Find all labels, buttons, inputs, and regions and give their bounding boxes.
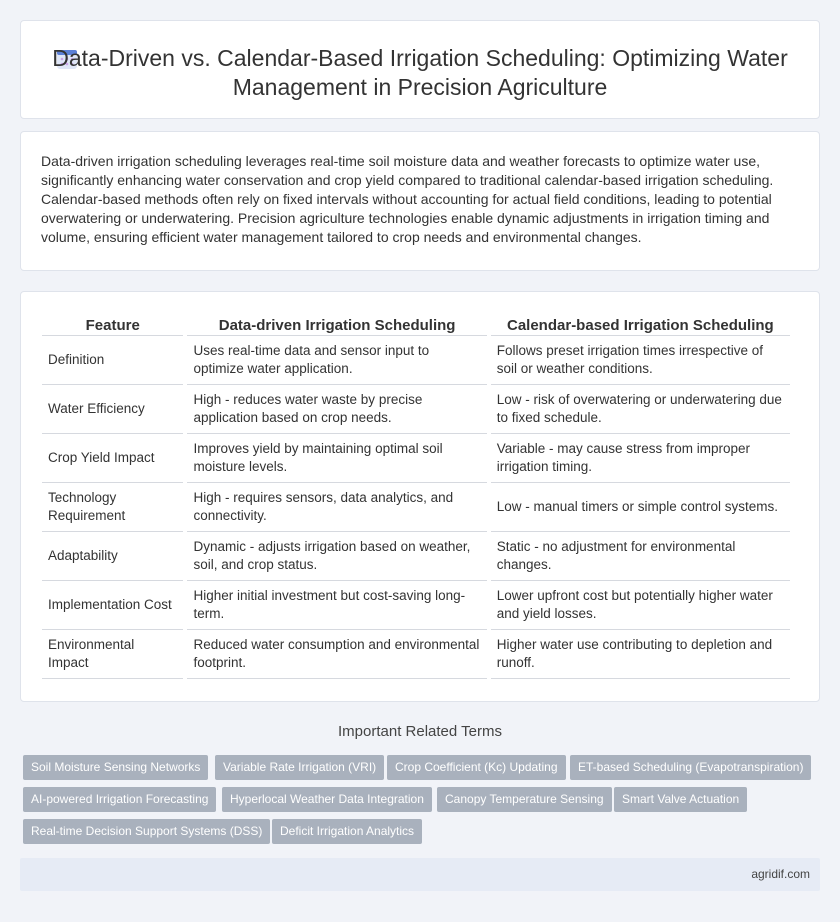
feature-cell: Environmental Impact: [42, 630, 183, 679]
feature-cell: Adaptability: [42, 532, 183, 581]
header-calendar-based: Calendar-based Irrigation Scheduling: [491, 314, 790, 336]
header-data-driven: Data-driven Irrigation Scheduling: [187, 314, 486, 336]
related-term-tag[interactable]: Variable Rate Irrigation (VRI): [215, 755, 384, 780]
related-term-tag[interactable]: ET-based Scheduling (Evapotranspiration): [570, 755, 811, 780]
feature-cell: Technology Requirement: [42, 483, 183, 532]
related-terms-heading: Important Related Terms: [338, 723, 502, 740]
calendar-based-cell: Low - manual timers or simple control systems.: [491, 483, 790, 532]
related-term-tag[interactable]: AI-powered Irrigation Forecasting: [23, 787, 216, 812]
calendar-based-cell: Follows preset irrigation times irrespective of soil or weather conditions.: [491, 336, 790, 385]
comparison-table: [38, 314, 794, 679]
calendar-based-cell: Static - no adjustment for environmental changes.: [491, 532, 790, 581]
related-term-tag[interactable]: Smart Valve Actuation: [614, 787, 747, 812]
header-feature: Feature: [42, 314, 183, 336]
table-row: [42, 532, 790, 581]
calendar-based-cell: Variable - may cause stress from improper irrigation timing.: [491, 434, 790, 483]
calendar-based-cell: Higher water use contributing to depletion and runoff.: [491, 630, 790, 679]
data-driven-cell: Improves yield by maintaining optimal soil moisture levels.: [187, 434, 486, 483]
feature-cell: Crop Yield Impact: [42, 434, 183, 483]
related-term-tag[interactable]: Crop Coefficient (Kc) Updating: [387, 755, 566, 780]
related-term-tag[interactable]: Hyperlocal Weather Data Integration: [222, 787, 432, 812]
footer-site-link[interactable]: agridif.com: [751, 867, 810, 881]
feature-cell: Definition: [42, 336, 183, 385]
related-term-tag[interactable]: Deficit Irrigation Analytics: [272, 819, 422, 844]
related-term-tag[interactable]: Canopy Temperature Sensing: [437, 787, 612, 812]
data-driven-cell: Uses real-time data and sensor input to optimize water application.: [187, 336, 486, 385]
calendar-based-cell: Lower upfront cost but potentially higher water and yield losses.: [491, 581, 790, 630]
comparison-card: [20, 291, 820, 702]
footer: [20, 858, 820, 891]
data-driven-cell: High - reduces water waste by precise application based on crop needs.: [187, 385, 486, 434]
calendar-based-cell: Low - risk of overwatering or underwatering due to fixed schedule.: [491, 385, 790, 434]
data-driven-cell: High - requires sensors, data analytics, and connectivity.: [187, 483, 486, 532]
page-title: Data-Driven vs. Calendar-Based Irrigation Scheduling: Optimizing Water Management in Precision Agriculture: [52, 45, 788, 100]
table-row: [42, 483, 790, 532]
intro-paragraph: Data-driven irrigation scheduling leverages real-time soil moisture data and weather forecasts to optimize water use, significantly enhancing water conservation and crop yield compared to traditional calendar-based irrigation scheduling. Calendar-based methods often rely on fixed intervals without accounting for actual field conditions, leading to potential overwatering or underwatering. Precision agriculture technologies enable dynamic adjustments in irrigation timing and volume, ensuring efficient water management tailored to crop needs and environmental changes.: [41, 153, 774, 245]
data-driven-cell: Reduced water consumption and environmental footprint.: [187, 630, 486, 679]
table-header-row: [42, 314, 790, 336]
table-row: [42, 336, 790, 385]
related-term-tag[interactable]: Real-time Decision Support Systems (DSS): [23, 819, 270, 844]
data-driven-cell: Higher initial investment but cost-saving long-term.: [187, 581, 486, 630]
table-row: [42, 434, 790, 483]
related-term-tag[interactable]: Soil Moisture Sensing Networks: [23, 755, 208, 780]
table-row: [42, 630, 790, 679]
feature-cell: Water Efficiency: [42, 385, 183, 434]
table-row: [42, 581, 790, 630]
table-row: [42, 385, 790, 434]
data-driven-cell: Dynamic - adjusts irrigation based on weather, soil, and crop status.: [187, 532, 486, 581]
feature-cell: Implementation Cost: [42, 581, 183, 630]
intro-card: [20, 131, 820, 271]
header-card: [20, 20, 820, 119]
